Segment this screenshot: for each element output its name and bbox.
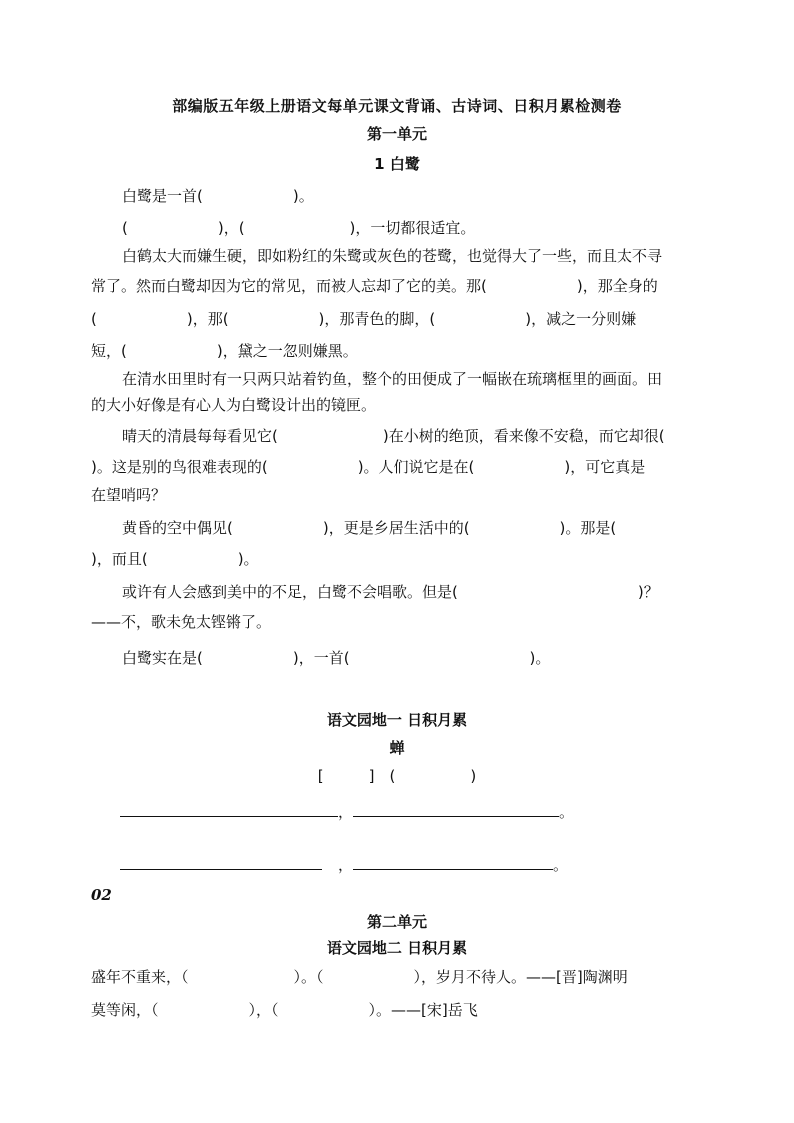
answer-blank[interactable] <box>353 802 559 817</box>
poem-author-line: [ ] ( ) <box>317 767 477 785</box>
answer-blank[interactable] <box>120 855 322 870</box>
text-line: 白鹭实在是( )，一首( )。 <box>122 649 551 667</box>
text-line: 或许有人会感到美中的不足，白鹭不会唱歌。但是( )？ <box>122 583 659 601</box>
punctuation-comma: ， <box>338 856 354 874</box>
answer-blank[interactable] <box>120 802 338 817</box>
text-line: )，而且( )。 <box>91 550 259 568</box>
unit-two-heading: 第二单元 <box>366 913 427 931</box>
text-line: 黄昏的空中偶见( )，更是乡居生活中的( )。那是( <box>122 519 617 537</box>
poem-line-one <box>120 802 574 822</box>
poem-line-two <box>120 855 568 875</box>
punctuation-period: 。 <box>559 803 575 821</box>
garden-one-heading: 语文园地一 日积月累 <box>326 711 468 729</box>
text-line: 白鹭是一首( )。 <box>122 187 314 205</box>
text-line: ( )，( )，一切都很适宜。 <box>122 219 476 237</box>
proverb-line: 莫等闲，（ ），（ ）。——[宋]岳飞 <box>91 1001 478 1019</box>
text-line: )。这是别的鸟很难表现的( )。人们说它是在( )，可它真是 <box>91 458 646 476</box>
text-line: 常了。然而白鹭却因为它的常见，而被人忘却了它的美。那( )，那全身的 <box>91 277 658 295</box>
garden-two-heading: 语文园地二 日积月累 <box>326 939 468 957</box>
text-line: 晴天的清晨每每看见它( )在小树的绝顶，看来像不安稳，而它却很( <box>122 427 665 445</box>
text-line: ——不，歌未免太铿锵了。 <box>91 613 272 631</box>
text-line: 白鹤太大而嫌生硬，即如粉红的朱鹭或灰色的苍鹭，也觉得大了一些，而且太不寻 <box>122 247 663 265</box>
text-line: 在望哨吗？ <box>91 486 167 504</box>
punctuation-period: 。 <box>553 856 569 874</box>
poem-title: 蝉 <box>389 739 405 757</box>
proverb-line: 盛年不重来，（ ）。（ ），岁月不待人。——[晋]陶渊明 <box>91 968 628 986</box>
answer-blank[interactable] <box>353 855 553 870</box>
page-marker: 02 <box>91 886 112 904</box>
document-title: 部编版五年级上册语文每单元课文背诵、古诗词、日积月累检测卷 <box>172 97 622 115</box>
text-line: 短，( )，黛之一忽则嫌黑。 <box>91 342 358 360</box>
unit-one-heading: 第一单元 <box>366 125 427 143</box>
lesson-one-heading: 1 白鹭 <box>374 155 420 173</box>
text-line: 的大小好像是有心人为白鹭设计出的镜匣。 <box>91 396 377 414</box>
punctuation-comma: ， <box>338 803 354 821</box>
text-line: ( )，那( )，那青色的脚，( )，减之一分则嫌 <box>91 310 637 328</box>
text-line: 在清水田里时有一只两只站着钓鱼，整个的田便成了一幅嵌在琉璃框里的画面。田 <box>122 370 663 388</box>
